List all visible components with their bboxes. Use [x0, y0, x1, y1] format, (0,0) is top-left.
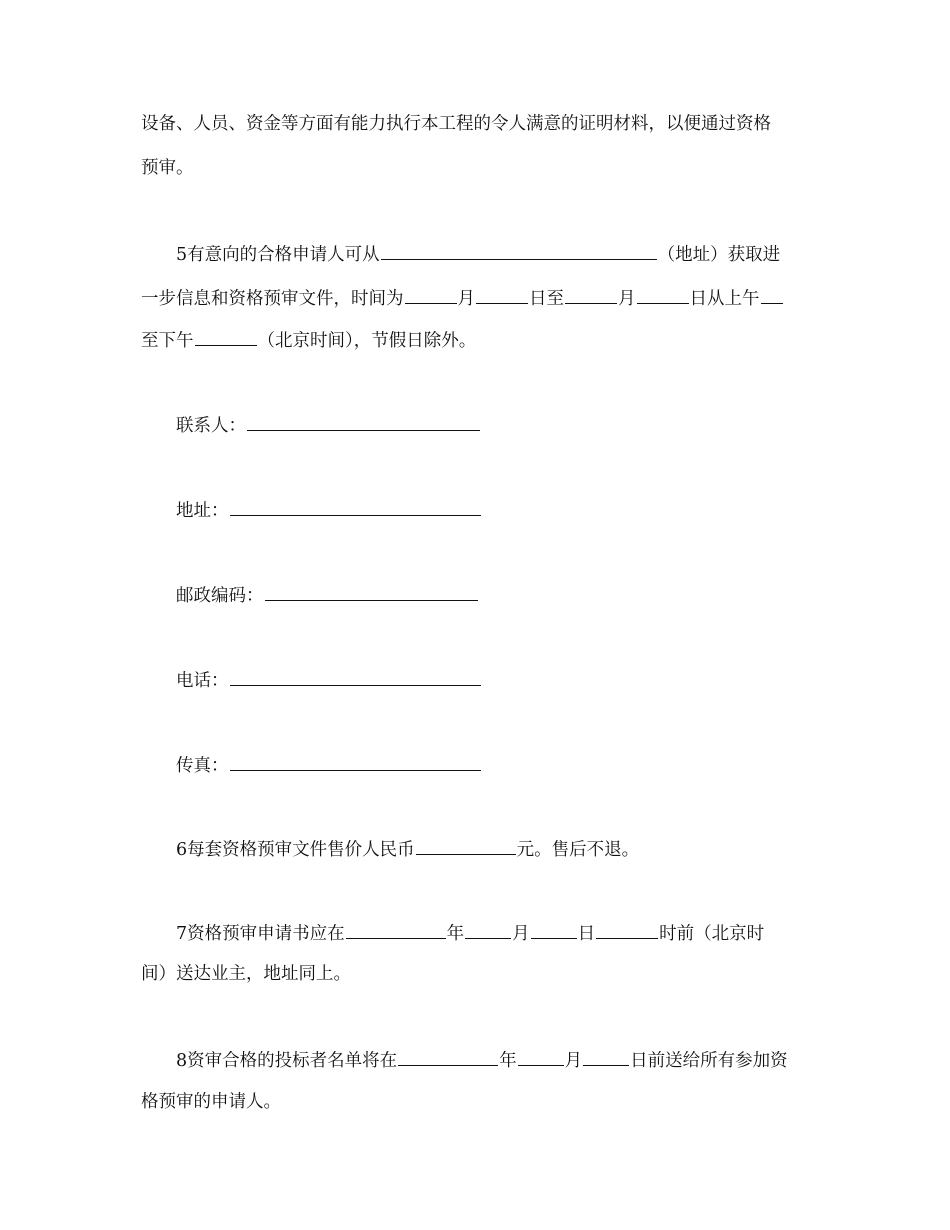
item8-line-1 — [176, 1046, 788, 1073]
item7-year-blank[interactable] — [346, 919, 446, 939]
phone-label: 电话： — [176, 671, 229, 691]
fax-field[interactable] — [230, 751, 481, 771]
item5-text-c: 一步信息和资格预审文件，时间为 — [141, 289, 404, 309]
fax-label: 传真： — [176, 756, 229, 776]
intro-line-2 — [141, 156, 194, 180]
item7-month-blank[interactable] — [465, 919, 511, 939]
phone-field[interactable] — [230, 666, 481, 686]
intro-text-1: 设备、人员、资金等方面有能力执行本工程的令人满意的证明材料，以便通过资格 — [141, 114, 771, 134]
item5-line-1 — [176, 240, 780, 267]
item5-day-to: 日至 — [529, 289, 564, 309]
price-blank[interactable] — [416, 835, 516, 855]
start-day-blank[interactable] — [476, 284, 528, 304]
intro-text-2: 预审。 — [141, 158, 194, 178]
item7-day: 日 — [577, 924, 596, 944]
item5-line-2 — [141, 284, 784, 311]
address-field[interactable] — [230, 496, 481, 516]
address-label: 地址： — [176, 501, 229, 521]
address-blank[interactable] — [381, 240, 657, 260]
item5-month1: 月 — [457, 289, 475, 309]
item8-text-b: 日前送给所有参加资 — [630, 1051, 788, 1071]
end-day-blank[interactable] — [637, 284, 689, 304]
postal-code-label: 邮政编码： — [176, 586, 264, 606]
item7-line-2 — [141, 962, 351, 986]
item7-text-c: 间）送达业主，地址同上。 — [141, 964, 351, 984]
item8-year-blank[interactable] — [398, 1046, 498, 1066]
postal-code-row — [176, 581, 479, 608]
item8-text-a: 8资审合格的投标者名单将在 — [176, 1051, 398, 1071]
item5-month2: 月 — [618, 289, 636, 309]
item6-text-b: 元。售后不退。 — [516, 840, 640, 860]
item7-line-1 — [176, 919, 764, 946]
contact-person-field[interactable] — [247, 411, 480, 431]
item5-text-b: （地址）获取进 — [657, 245, 781, 265]
item6-line — [176, 835, 639, 862]
postal-code-field[interactable] — [265, 581, 478, 601]
item7-day-blank[interactable] — [531, 919, 577, 939]
contact-person-row — [176, 411, 481, 438]
item5-line-3 — [141, 326, 476, 353]
item8-month-blank[interactable] — [518, 1046, 564, 1066]
pm-time-blank[interactable] — [195, 326, 257, 346]
item8-year: 年 — [499, 1051, 517, 1071]
intro-line-1 — [141, 112, 771, 136]
address-row — [176, 496, 482, 523]
item7-hour-blank[interactable] — [596, 919, 658, 939]
end-month-blank[interactable] — [565, 284, 617, 304]
item5-to-pm: 至下午 — [141, 331, 194, 351]
item8-line-2 — [141, 1090, 281, 1114]
item7-text-b: 时前（北京时 — [659, 924, 765, 944]
item8-text-c: 格预审的申请人。 — [141, 1092, 281, 1112]
item7-year: 年 — [446, 924, 465, 944]
item6-text-a: 6每套资格预审文件售价人民币 — [176, 840, 415, 860]
phone-row — [176, 666, 482, 693]
fax-row — [176, 751, 482, 778]
item8-day-blank[interactable] — [583, 1046, 629, 1066]
item5-tail: （北京时间），节假日除外。 — [257, 331, 477, 351]
contact-person-label: 联系人： — [176, 416, 246, 436]
item5-text-a: 5有意向的合格申请人可从 — [176, 245, 380, 265]
item7-text-a: 7资格预审申请书应在 — [176, 924, 345, 944]
item5-day-from-am: 日从上午 — [689, 289, 760, 309]
item7-month: 月 — [512, 924, 530, 944]
am-time-blank[interactable] — [761, 284, 783, 304]
start-month-blank[interactable] — [405, 284, 457, 304]
item8-month: 月 — [564, 1051, 583, 1071]
